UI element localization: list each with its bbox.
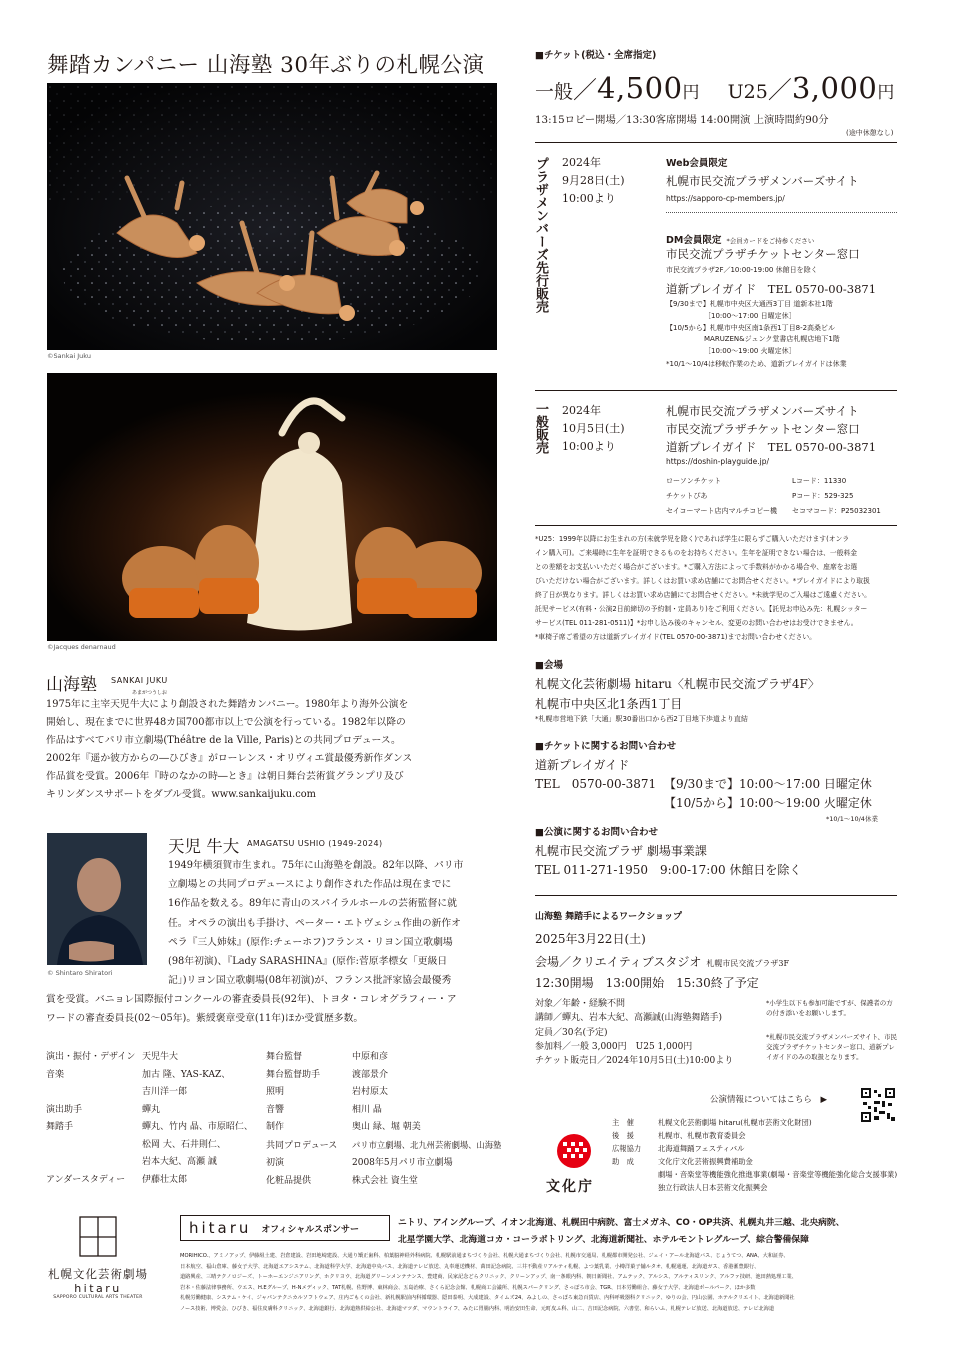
official-sponsor-box — [180, 1215, 390, 1241]
director-bio-line: 記」)リヨン国立歌劇場(08年初演)が、フランス批評家協会最優秀 — [168, 975, 452, 987]
divider — [535, 390, 897, 391]
doshin-playguide: 道新プレイガイド TEL 0570-00-3871 — [666, 282, 877, 296]
workshop-time: 12:30開場 13:00開始 15:30終了予定 — [535, 976, 759, 990]
organizers: 主 催 札幌文化芸術劇場 hitaru(札幌市芸術文化財団) 後 援 札幌市、札幌市教育委員会 広報協力 北海道舞踊フェスティバル 助 成 文化庁文化芸術振興費補助金 劇場・音楽堂等機能強化推進事業(劇場・音楽堂等機能強化総合支援事業) 独立行政法人日本芸術文化振興会 — [612, 1118, 898, 1192]
workshop-place: 会場／クリエイティブスタジオ 札幌市民交流プラザ3F — [535, 955, 790, 969]
dm-counter-note: 市民交流プラザ2F／10:00-19:00 休館日を除く — [666, 266, 818, 274]
general-price: 4,500 — [597, 71, 683, 105]
show-inquiry-head: ■公演に関するお問い合わせ — [535, 827, 658, 838]
presale-date-day: 9月28日(土) — [562, 174, 625, 187]
web-member-site: 札幌市民交流プラザメンバーズサイト — [666, 174, 859, 188]
ticket-inquiry-hours2: 【10/5から】10:00～19:00 火曜定休 — [664, 796, 872, 810]
credits-left — [46, 1049, 253, 1189]
venue-head: ■会場 — [535, 660, 563, 671]
arrow-right-icon: ▶ — [820, 1095, 828, 1105]
company-description-line: 作品はすべてパリ市立劇場(Théâtre de la Ville, Paris)との共同プロデュース。 — [46, 735, 401, 746]
doshin-address-b2: MARUZEN&ジュンク堂書店札幌店地下1階 — [704, 335, 840, 344]
director-bio-line: 任。オペラの演出も手掛け、ペーター・エトヴェシュ作曲の新作オ — [168, 917, 461, 929]
ticket-inquiry-name: 道新プレイガイド — [535, 758, 630, 772]
company-name: 山海塾 — [46, 675, 97, 695]
ticket-inquiry-hours1: 【9/30まで】10:00～17:00 日曜定休 — [664, 777, 872, 791]
photo-stage-image — [47, 373, 497, 641]
bunkacho-mark-icon — [546, 1132, 606, 1170]
divider — [535, 895, 897, 896]
credit-row: 舞台監督助手 渡部景介 — [266, 1069, 389, 1080]
general-date-year: 2024年 — [562, 404, 601, 417]
credit-row: 演出助手 蟬丸 — [46, 1104, 161, 1115]
director-bio — [168, 856, 463, 990]
credit-row: 初演 2008年5月パリ市立劇場 — [266, 1158, 453, 1168]
photo-credit-top: ©Sankai Juku — [47, 352, 91, 360]
doshin-note: *10/1～10/4は移転作業のため、道新プレイガイドは休業 — [666, 359, 847, 368]
ticket-notes: *U25：1999年以降にお生まれの方(未就学児を除く)であれば学生に限らずご購入いただけます(オンラ イン購入可)。ご来場時に生年を証明できるものをお持ちください。生年を証明できない場合は、一般料金 との差額をお支払いいただく場合がございます。*ご購入方法によって手数料がかかる場合や、座席をお選 びいただけない場合がございます。詳しくはお買い求め店舗にてお問合せください。*プレイガイドにより取扱 終了日が異なります。詳しくはお買い求め店舗にてお問合せください。*未就学児のご入場はご遠慮ください。 託児サービス(有料・公演2日前締切の予約制・定員あり)をご利用ください。【託児お申込み先：札幌シッター サービス(TEL 011-281-0511)】*お申し込み後のキャンセル、変更のお問い合わせはお受けできません。 *車椅子席ご希望の方は道新プレイガイド(TEL 0570-00-3871)までお問い合わせください。 — [535, 535, 871, 641]
general-outlet: 市民交流プラザチケットセンター窓口 — [666, 422, 860, 436]
ruby-text: あまがつうしお — [132, 690, 168, 696]
workshop-details: 対象／年齢・経験不問 講師／蟬丸、岩本大紀、高瀬誠(山海塾舞踏手) 定員／30名(予定) 参加料／一般 3,000円 U25 1,000円 チケット販売日／2024年10月5日(土)10:00より — [535, 999, 734, 1067]
general-sale-outlets — [666, 402, 876, 456]
director-name-en: AMAGATSU USHIO (1949-2024) — [247, 839, 383, 848]
photo-credit-bottom: ©Jacques denarnaud — [47, 643, 116, 651]
general-outlet: 札幌市民交流プラザメンバーズサイト — [666, 404, 859, 418]
hitaru-logo — [42, 1216, 154, 1300]
info-link[interactable]: 公演情報についてはこちら ▶ — [710, 1095, 828, 1105]
presale-date-time: 10:00より — [562, 192, 616, 205]
ticket-section-label: ■チケット(税込・全席指定) — [535, 50, 657, 61]
web-member-head: Web会員限定 — [666, 158, 728, 169]
credits-right — [266, 1049, 501, 1190]
presale-label: プラザメンバーズ先行販売 — [533, 157, 548, 313]
director-bio-line: 賞を受賞。バニョレ国際振付コンクールの審査委員長(92年)、トヨタ・コレオグラフィー・ア — [46, 994, 457, 1005]
general-sale-label: 一般販売 — [533, 402, 548, 454]
credit-row: アンダースタディー 伊藤壮太郎 — [46, 1174, 188, 1185]
photo-floating-dancers — [47, 83, 497, 350]
sponsor-label: オフィシャルスポンサー — [261, 1224, 359, 1235]
divider — [535, 525, 897, 526]
hitaru-logo-jp: 札幌文化芸術劇場 — [48, 1267, 148, 1281]
company-description-line: 開始し、現在までに世界48カ国700都市以上で公演を行っている。1982年以降の — [46, 717, 406, 728]
credit-row: 音響 相川 晶 — [266, 1104, 382, 1115]
doshin-address-b: 【10/5から】札幌市中央区南1条西1丁目8-2高桑ビル — [666, 323, 836, 332]
photo-floating-dancers-image — [47, 83, 497, 350]
company-description — [46, 696, 412, 804]
credit-row: 舞台監督 中原和彦 — [266, 1052, 389, 1062]
dm-counter: 市民交流プラザチケットセンター窓口 — [666, 247, 860, 261]
ticket-inquiry-head: ■チケットに関するお問い合わせ — [535, 741, 677, 752]
credit-row: 制作 奥山 緑、堀 朝美 — [266, 1122, 421, 1132]
director-bio-line: 立劇場との共同プロデュースにより創作された作品は現在までに — [168, 879, 452, 891]
u25-price: 3,000 — [791, 71, 878, 105]
director-bio-line: ペラ『三人姉妹』(原作:チェーホフ)フランス・リヨン国立歌劇場 — [168, 936, 453, 948]
credit-row: 吉川洋一郎 — [142, 1087, 188, 1097]
general-date-day: 10月5日(土) — [562, 422, 625, 435]
workshop-side-note1: *小学生以下も参加可能ですが、保護者の方の付き添いをお願いします。 — [766, 999, 893, 1017]
company-description-line: 1975年に主宰天児牛大により創設された舞踏カンパニー。1980年より海外公演を — [46, 699, 409, 710]
other-sponsors: MORIHICO.、アミノアップ、伊藤組土建、岩倉建設、岩田地崎建設、大通り矯正歯科、柏葉脳神経外科病院、札幌駅前通まちづくり会社、札幌大通まちづくり会社、札幌市交通局、札幌都市開発公社、ジェイ・アール北海道バス、じょうてつ、ANA、大和証券、 日本航空、福山倉庫、藤女子大学、北海道エアシステム、北海道科学大学、北海道中央バス、北海道テレビ放送、丸奉運送機材、萬田記念病院、三井不動産リアルティ札幌、よつ葉乳業、小樽洋菓子舗ルタオ、札幌通運、北海道ガス、香港滙豊銀行、 道路興産、三晴テクノロジーズ、トーホーエンジニアリング、ホクリヨウ、北海道グリーンメンテナンス、豊建商、民家記念どらクリニック、クリーンアップ、南一条眼内科、朝日新聞社、アムテック、アルシス、アルティスリンク、アルファ技研、池田熱処理工業、 岩本・佐藤法律事務所、ウエス、H.Eグループ、H-Nメディック、TAT札幌、佐野博、東林商会、五島治療、さくら記念会館、札幌商工会議所、札幌スパークリング、さっぽろ市会、TGR、日本労働組合、藤女子大学、北海道ボールパーク、ほか多数 札幌労働健康、システム・ケイ、ジャパンテクニカルソフトウェア、庄内ごもくの会社、新札幌駅前内科循環器、隠田泰明、大成建設、タイムズ24、みよしの、さっぽろ東急百貨店、内科呼吸器科クリニック、ゆりの会、円山公園、ホテルクリエイト、北海道新聞社 ノース技術、博愛会、ひびき、福住皮膚科クリニック、北海道銀行、北海道熱供給公社、北海道マツダ、マウントライフ、みたに胃腸内科、明治安田生命、元町皮ふ科、山二、吉田記念病院、六書堂、和らいふ、札幌テレビ放送、北海道放送、テレビ北海道 — [180, 1253, 797, 1312]
doshin-url[interactable]: https://doshin-playguide.jp/ — [666, 457, 770, 466]
credit-row: 音楽 加古 隆、YAS-KAZ、 — [46, 1069, 231, 1080]
intermission-note: (途中休憩なし) — [846, 129, 894, 137]
credit-row: 共同プロデュース パリ市立劇場、北九州芸術劇場、山海塾 — [266, 1139, 502, 1151]
general-sale-date — [562, 402, 625, 456]
credit-row: 演出・振付・デザイン 天児牛大 — [46, 1052, 179, 1062]
divider — [535, 142, 897, 143]
show-inquiry-name: 札幌市民交流プラザ 劇場事業課 — [535, 844, 707, 858]
portrait-image — [47, 833, 147, 965]
hitaru-mark-icon — [42, 1216, 154, 1258]
credit-row: 岩本大紀、高瀬 誠 — [142, 1157, 217, 1167]
credit-row: 化粧品提供 株式会社 資生堂 — [266, 1175, 418, 1186]
doshin-address-a: 【9/30まで】札幌市中央区大通西3丁目 道新本社1階 — [666, 300, 833, 308]
main-sponsors: ニトリ、アイングループ、イオン北海道、札幌田中病院、富士メガネ、CO・OP共済、札幌丸井三越、北央病院、 北星学園大学、北海道コカ・コーラボトリング、北海道新聞社、ホテルモントレグループ、綜合警備保障 — [398, 1218, 845, 1245]
general-price-label: 一般 — [535, 81, 574, 103]
web-member-url[interactable]: https://sapporo-cp-members.jp/ — [666, 194, 785, 203]
venue-name: 札幌文化芸術劇場 hitaru〈札幌市民交流プラザ4F〉 — [535, 677, 820, 691]
credit-row: 照明 岩村原太 — [266, 1087, 389, 1097]
director-bio-line: 16作品を数える。89年に青山のスパイラルホールの芸術監督に就 — [168, 898, 457, 910]
page-title: 舞踏カンパニー 山海塾 30年ぶりの札幌公演 — [47, 53, 485, 78]
dm-member-head: DM会員限定 *会員カードをご持参ください — [666, 235, 815, 246]
show-schedule: 13:15ロビー開場／13:30客席開場 14:00開演 上演時間約90分 — [535, 114, 829, 126]
director-bio-wide — [46, 990, 457, 1028]
credit-row: 松岡 大、石井則仁、 — [142, 1139, 226, 1150]
venue-address: 札幌市中央区北1条西1丁目 — [535, 697, 683, 711]
workshop-date: 2025年3月22日(土) — [535, 932, 646, 946]
show-inquiry-tel: TEL 011-271-1950 9:00-17:00 休館日を除く — [535, 863, 802, 877]
director-bio-line: (98年初演)、『Lady SARASHINA』(原作:菅原孝標女「更級日 — [168, 956, 448, 968]
director-bio-line: ワードの審査委員長(02～05年)。紫綬褒章受章(11年)ほか受賞歴多数。 — [46, 1013, 364, 1025]
general-outlet: 道新プレイガイド TEL 0570-00-3871 — [666, 440, 877, 454]
convenience-outlets: ローソンチケット Lコード：11330 チケットぴあ Pコード：529-325 セイコーマート店内マルチコピー機 セコマコード：P25032301 — [666, 477, 881, 515]
director-name: 天児 牛大 — [168, 837, 240, 856]
sponsor-brand: hitaru — [189, 1219, 252, 1237]
company-description-line: 2002年『遥か彼方からの―ひびき』がローレンス・オリヴィエ賞最優秀新作ダンス — [46, 753, 413, 764]
company-name-en: SANKAI JUKU — [111, 676, 168, 685]
photo-stage-performance — [47, 373, 497, 641]
bunkacho-text: 文化庁 — [546, 1179, 594, 1195]
credit-row: 舞踏手 蟬丸、竹内 晶、市原昭仁、 — [46, 1122, 253, 1132]
doshin-hours-b: ［10:00～19:00 火曜定休］ — [704, 347, 796, 356]
photo-credit-portrait: © Shintaro Shiratori — [47, 969, 113, 977]
bunkacho-logo — [546, 1132, 606, 1195]
u25-price-label: U25 — [727, 81, 768, 103]
workshop-side-note2: *札幌市民交流プラザメンバーズサイト、市民交流プラザチケットセンター窓口、道新プレイガイドのみの取扱となります。 — [766, 1033, 898, 1061]
portrait-amagatsu — [47, 833, 147, 965]
ticket-prices: 一般／4,500円 U25／3,000円 — [535, 71, 895, 105]
workshop-head: 山海塾 舞踏手によるワークショップ — [535, 912, 682, 922]
doshin-details — [666, 299, 847, 371]
director-bio-line: 1949年横須賀市生まれ。75年に山海塾を創設。82年以降、パリ市 — [168, 860, 464, 871]
presale-date-year: 2024年 — [562, 156, 601, 169]
ticket-inquiry-tel: TEL 0570-00-3871 — [535, 777, 657, 791]
hitaru-logo-en: hitaru — [74, 1282, 122, 1295]
hitaru-logo-sub: SAPPORO CULTURAL ARTS THEATER — [53, 1295, 143, 1300]
company-description-line: 作品賞を受賞。2006年『時のなかの時―とき』は朝日舞台芸術賞グランプリ及び — [46, 771, 404, 782]
general-date-time: 10:00より — [562, 440, 616, 453]
ticket-inquiry-note: *10/1～10/4休業 — [826, 815, 878, 823]
presale-date — [562, 154, 625, 208]
dotted-divider — [666, 212, 897, 213]
venue-access: *札幌市営地下鉄「大通」駅30番出口から西2丁目地下歩道より直結 — [535, 715, 748, 723]
company-description-line: キリンダンスサポートをダブル受賞。www.sankaijuku.com — [46, 789, 316, 800]
doshin-hours-a: ［10:00～17:00 日曜定休］ — [704, 311, 796, 320]
